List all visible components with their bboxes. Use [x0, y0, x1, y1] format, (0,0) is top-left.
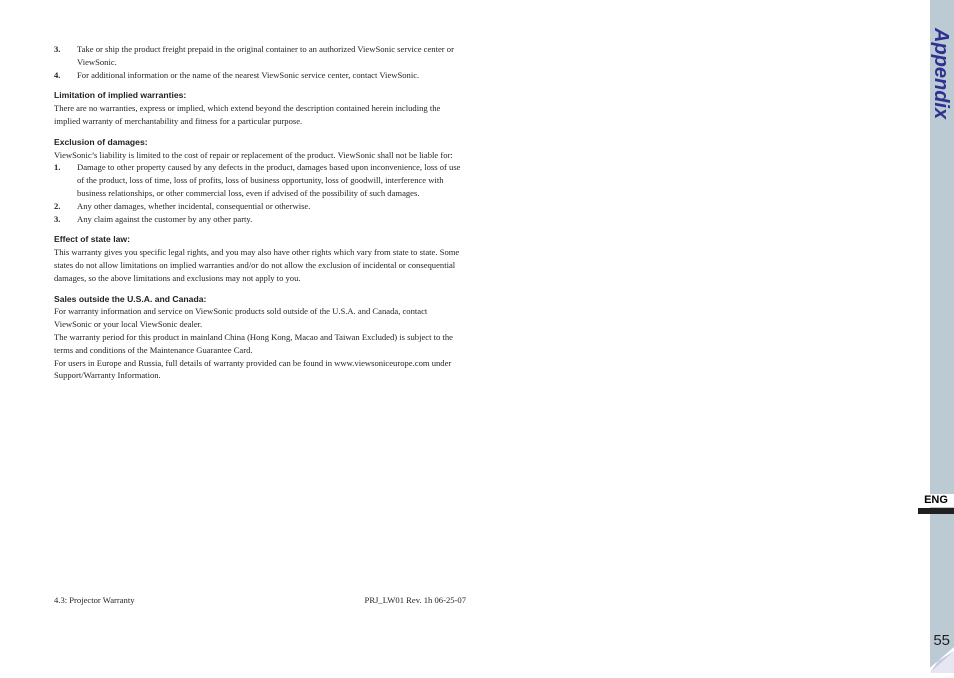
state-law-heading: Effect of state law:: [54, 234, 130, 245]
footer-section: 4.3: Projector Warranty: [54, 595, 135, 605]
page-number: 55: [933, 632, 950, 649]
limitation-heading: Limitation of implied warranties:: [54, 90, 187, 101]
list-number: 4.: [54, 69, 61, 80]
sales-outside-p3: For users in Europe and Russia, full details of warranty provided can be found in www.viewsoniceurope.com under Support/Warranty Information.: [54, 357, 452, 381]
state-law-text: This warranty gives you specific legal rights, and you may also have other rights which vary from state to state. Some states do not allow limitations on implied warranties and/or do not allow the exclusion of incidental or consequential damages, so the above limitations and exclusions may not apply to you.: [54, 247, 460, 283]
list-item: [54, 43, 466, 69]
document-body: [54, 43, 466, 382]
list-text: Any claim against the customer by any other party.: [77, 213, 253, 224]
list-number: 1.: [54, 162, 61, 173]
sidebar-title: [930, 26, 954, 122]
exclusion-heading: Exclusion of damages:: [54, 136, 148, 147]
list-item: [54, 69, 466, 82]
list-text: Damage to other property caused by any defects in the product, damages based upon inconvenience, loss of use of the product, loss of time, loss of profits, loss of business opportunity, loss of goodwill, interference with business relationships, or other commercial loss, even if advised of the possibility of such damages.: [77, 162, 461, 198]
language-label: ENG: [918, 494, 954, 507]
sales-outside-p2: The warranty period for this product in mainland China (Hong Kong, Macao and Taiwan Excluded) is subject to the terms and conditions of the Maintenance Guarantee Card.: [54, 331, 453, 355]
list-text: Take or ship the product freight prepaid in the original container to an authorized ViewSonic service center or ViewSonic.: [77, 44, 454, 67]
list-item: [54, 200, 466, 213]
list-item: [54, 213, 466, 226]
appendix-title: Appendix: [930, 28, 952, 120]
footer-revision: PRJ_LW01 Rev. 1h 06-25-07: [364, 595, 466, 605]
list-item: [54, 161, 466, 199]
page-curl-icon: [924, 647, 954, 673]
sales-outside-p1: For warranty information and service on ViewSonic products sold outside of the U.S.A. and Canada, contact ViewSonic or your local ViewSonic dealer.: [54, 306, 428, 330]
list-text: Any other damages, whether incidental, consequential or otherwise.: [77, 200, 311, 211]
list-number: 3.: [54, 44, 61, 54]
sales-outside-heading: Sales outside the U.S.A. and Canada:: [54, 293, 207, 304]
list-number: 3.: [54, 213, 61, 224]
limitation-text: There are no warranties, express or implied, which extend beyond the description contained herein including the implied warranty of merchantability and fitness for a particular purpose.: [54, 103, 441, 126]
list-text: For additional information or the name of the nearest ViewSonic service center, contact ViewSonic.: [77, 69, 420, 80]
list-number: 2.: [54, 200, 61, 211]
exclusion-text: ViewSonic’s liability is limited to the cost of repair or replacement of the product. ViewSonic shall not be liable for:: [54, 149, 453, 160]
language-bar: [918, 508, 954, 514]
